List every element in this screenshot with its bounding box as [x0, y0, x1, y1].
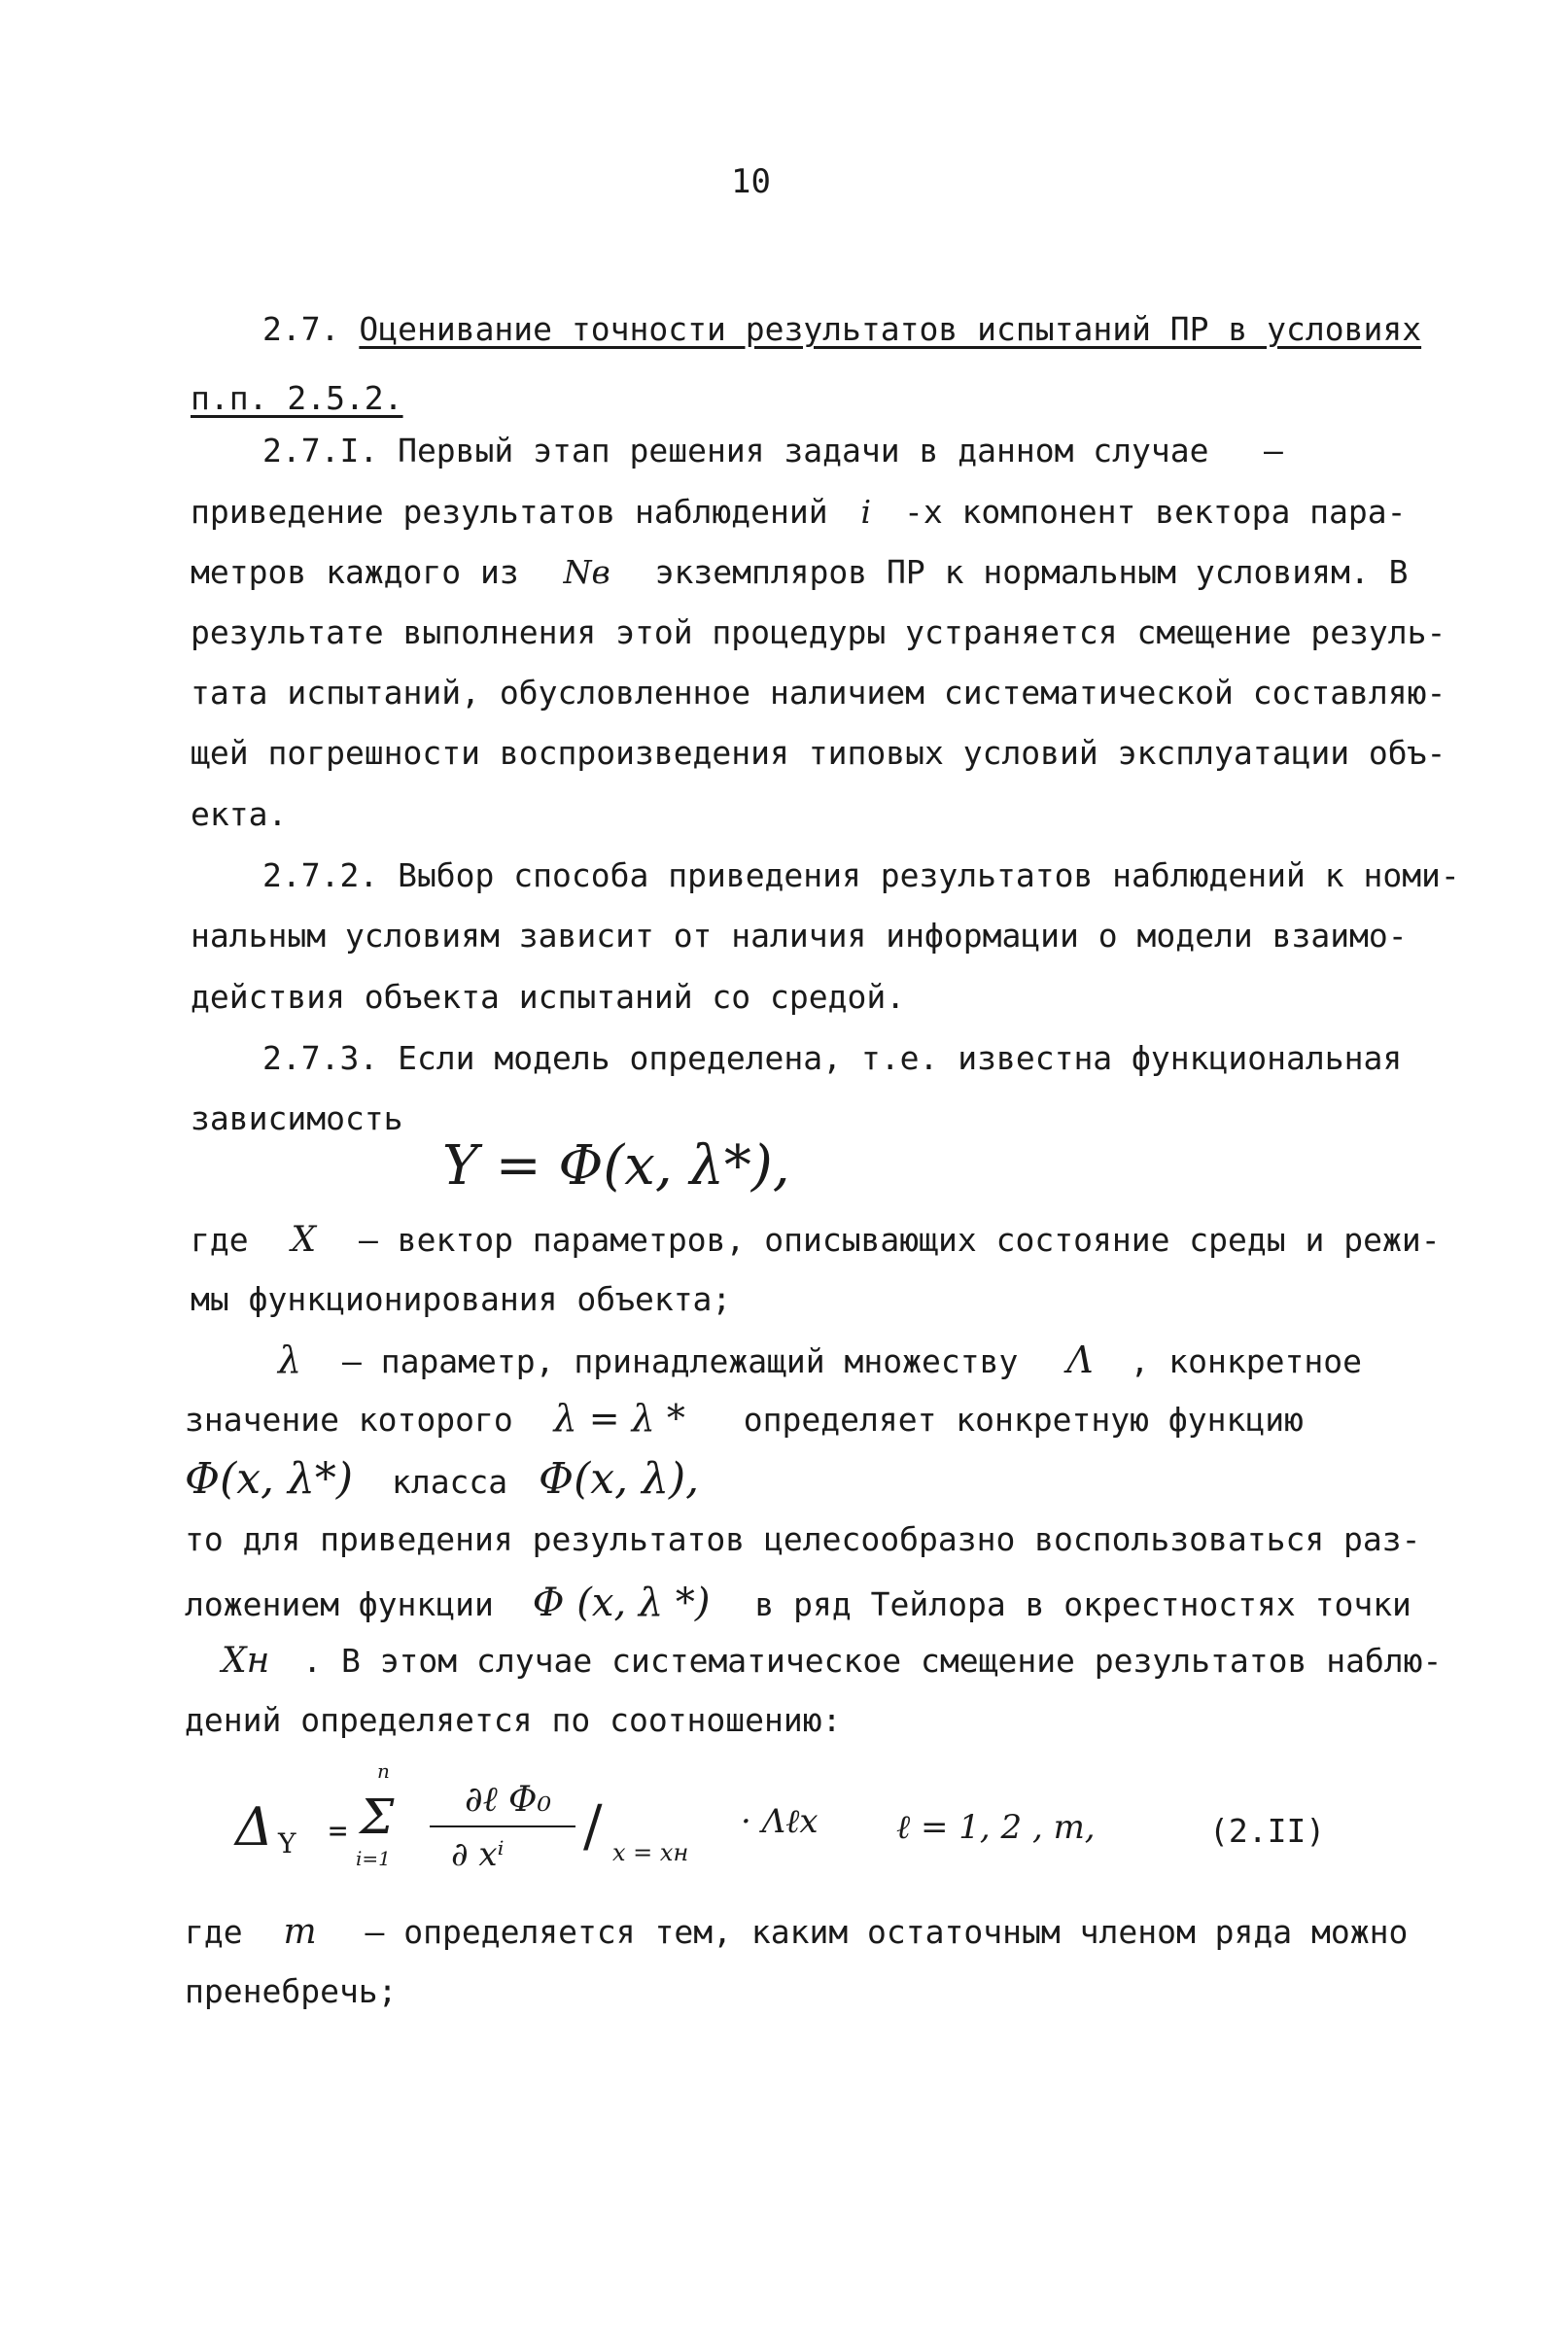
equation-2-11 — [235, 1750, 1353, 1886]
p272-line3: действия объекта испытаний со средой. — [191, 978, 906, 1016]
variable-i: i — [860, 493, 872, 531]
section-number: 2.7. — [262, 310, 340, 348]
fraction-denominator: ∂ xⁱ — [451, 1835, 505, 1874]
p-end-line1: где m – определяется тем, каким остаточным членом ряда можно — [185, 1912, 1409, 1952]
sum-symbol: Σ — [360, 1789, 395, 1845]
p273-line5: λ – параметр, принадлежащий множеству Λ , конкретное — [278, 1338, 1362, 1381]
p271-line7: екта. — [191, 795, 288, 833]
variable-Lambda: Λ — [1066, 1338, 1094, 1381]
formula-phi-taylor: Φ (x, λ *) — [532, 1581, 711, 1625]
equation-number: (2.II) — [1209, 1812, 1326, 1850]
delta-subscript: Y — [278, 1827, 296, 1860]
delta-symbol: Δ — [235, 1796, 273, 1858]
equation-tail: · Λℓx — [741, 1802, 819, 1841]
formula-phi-x-lambda-star: Φ(x, λ*) — [185, 1454, 354, 1504]
p271-line2: приведение результатов наблюдений i -х компонент вектора пара- — [191, 493, 1407, 531]
p271-line1: 2.7.I. Первый этап решения задачи в данном случае – — [262, 432, 1283, 469]
fraction-bar — [430, 1825, 575, 1827]
section-heading-line1 — [262, 310, 1422, 348]
p273-line6: значение которого λ = λ * определяет конкретную функцию — [185, 1397, 1304, 1440]
variable-Xn: Xн — [222, 1641, 270, 1681]
eval-point: x = xн — [612, 1839, 689, 1866]
p271-line5: тата испытаний, обусловленное наличием систематической составляю- — [191, 674, 1446, 712]
section-title: Оценивание точности результатов испытаний ПР в условиях — [359, 310, 1422, 348]
page-number: 10 — [731, 162, 771, 201]
p272-line1: 2.7.2. Выбор способа приведения результатов наблюдений к номи- — [262, 856, 1460, 894]
p273-line11: дений определяется по соотношению: — [185, 1701, 842, 1739]
formula-model: Y = Φ(x, λ*), — [442, 1134, 790, 1198]
p273-line2: зависимость — [191, 1099, 403, 1137]
variable-Nv: Nв — [563, 553, 610, 591]
fraction-numerator: ∂ℓ Φ₀ — [465, 1780, 551, 1820]
p272-line2: нальным условиям зависит от наличия информации о модели взаимо- — [191, 917, 1408, 955]
p273-line4: мы функционирования объекта; — [191, 1280, 732, 1318]
p271-line4: результате выполнения этой процедуры устраняется смещение резуль- — [191, 613, 1446, 651]
p271-line6: щей погрешности воспроизведения типовых условий эксплуатации объ- — [191, 734, 1446, 772]
p273-line3: где X – вектор параметров, описывающих состояние среды и режи- — [191, 1220, 1441, 1260]
equals-sign: = — [329, 1812, 348, 1849]
index-range: ℓ = 1, 2 , m, — [896, 1808, 1096, 1847]
sum-upper-limit: n — [377, 1759, 390, 1783]
section-title-line2: п.п. 2.5.2. — [191, 379, 403, 417]
p273-line8: то для приведения результатов целесообразно воспользоваться раз- — [185, 1520, 1421, 1558]
variable-lambda: λ — [278, 1338, 302, 1381]
p-end-line2: пренебречь; — [185, 1972, 398, 2010]
p273-line9: ложением функции Φ (x, λ *) в ряд Тейлора в окрестностях точки — [185, 1581, 1411, 1625]
sum-lower-limit: i=1 — [356, 1847, 391, 1870]
variable-X: X — [291, 1220, 317, 1260]
variable-m: m — [283, 1912, 317, 1952]
formula-phi-x-lambda: Φ(x, λ), — [539, 1454, 700, 1504]
p273-line10: Xн . В этом случае систематическое смещение результатов наблю- — [222, 1641, 1443, 1681]
formula-lambda-star: λ = λ * — [553, 1397, 685, 1440]
p273-line1: 2.7.3. Если модель определена, т.е. известна функциональная — [262, 1039, 1403, 1077]
p271-line3: метров каждого из Nв экземпляров ПР к нормальным условиям. В — [191, 553, 1409, 591]
eval-bar: / — [583, 1792, 603, 1859]
p273-line7: Φ(x, λ*) класса Φ(x, λ), — [185, 1454, 700, 1504]
